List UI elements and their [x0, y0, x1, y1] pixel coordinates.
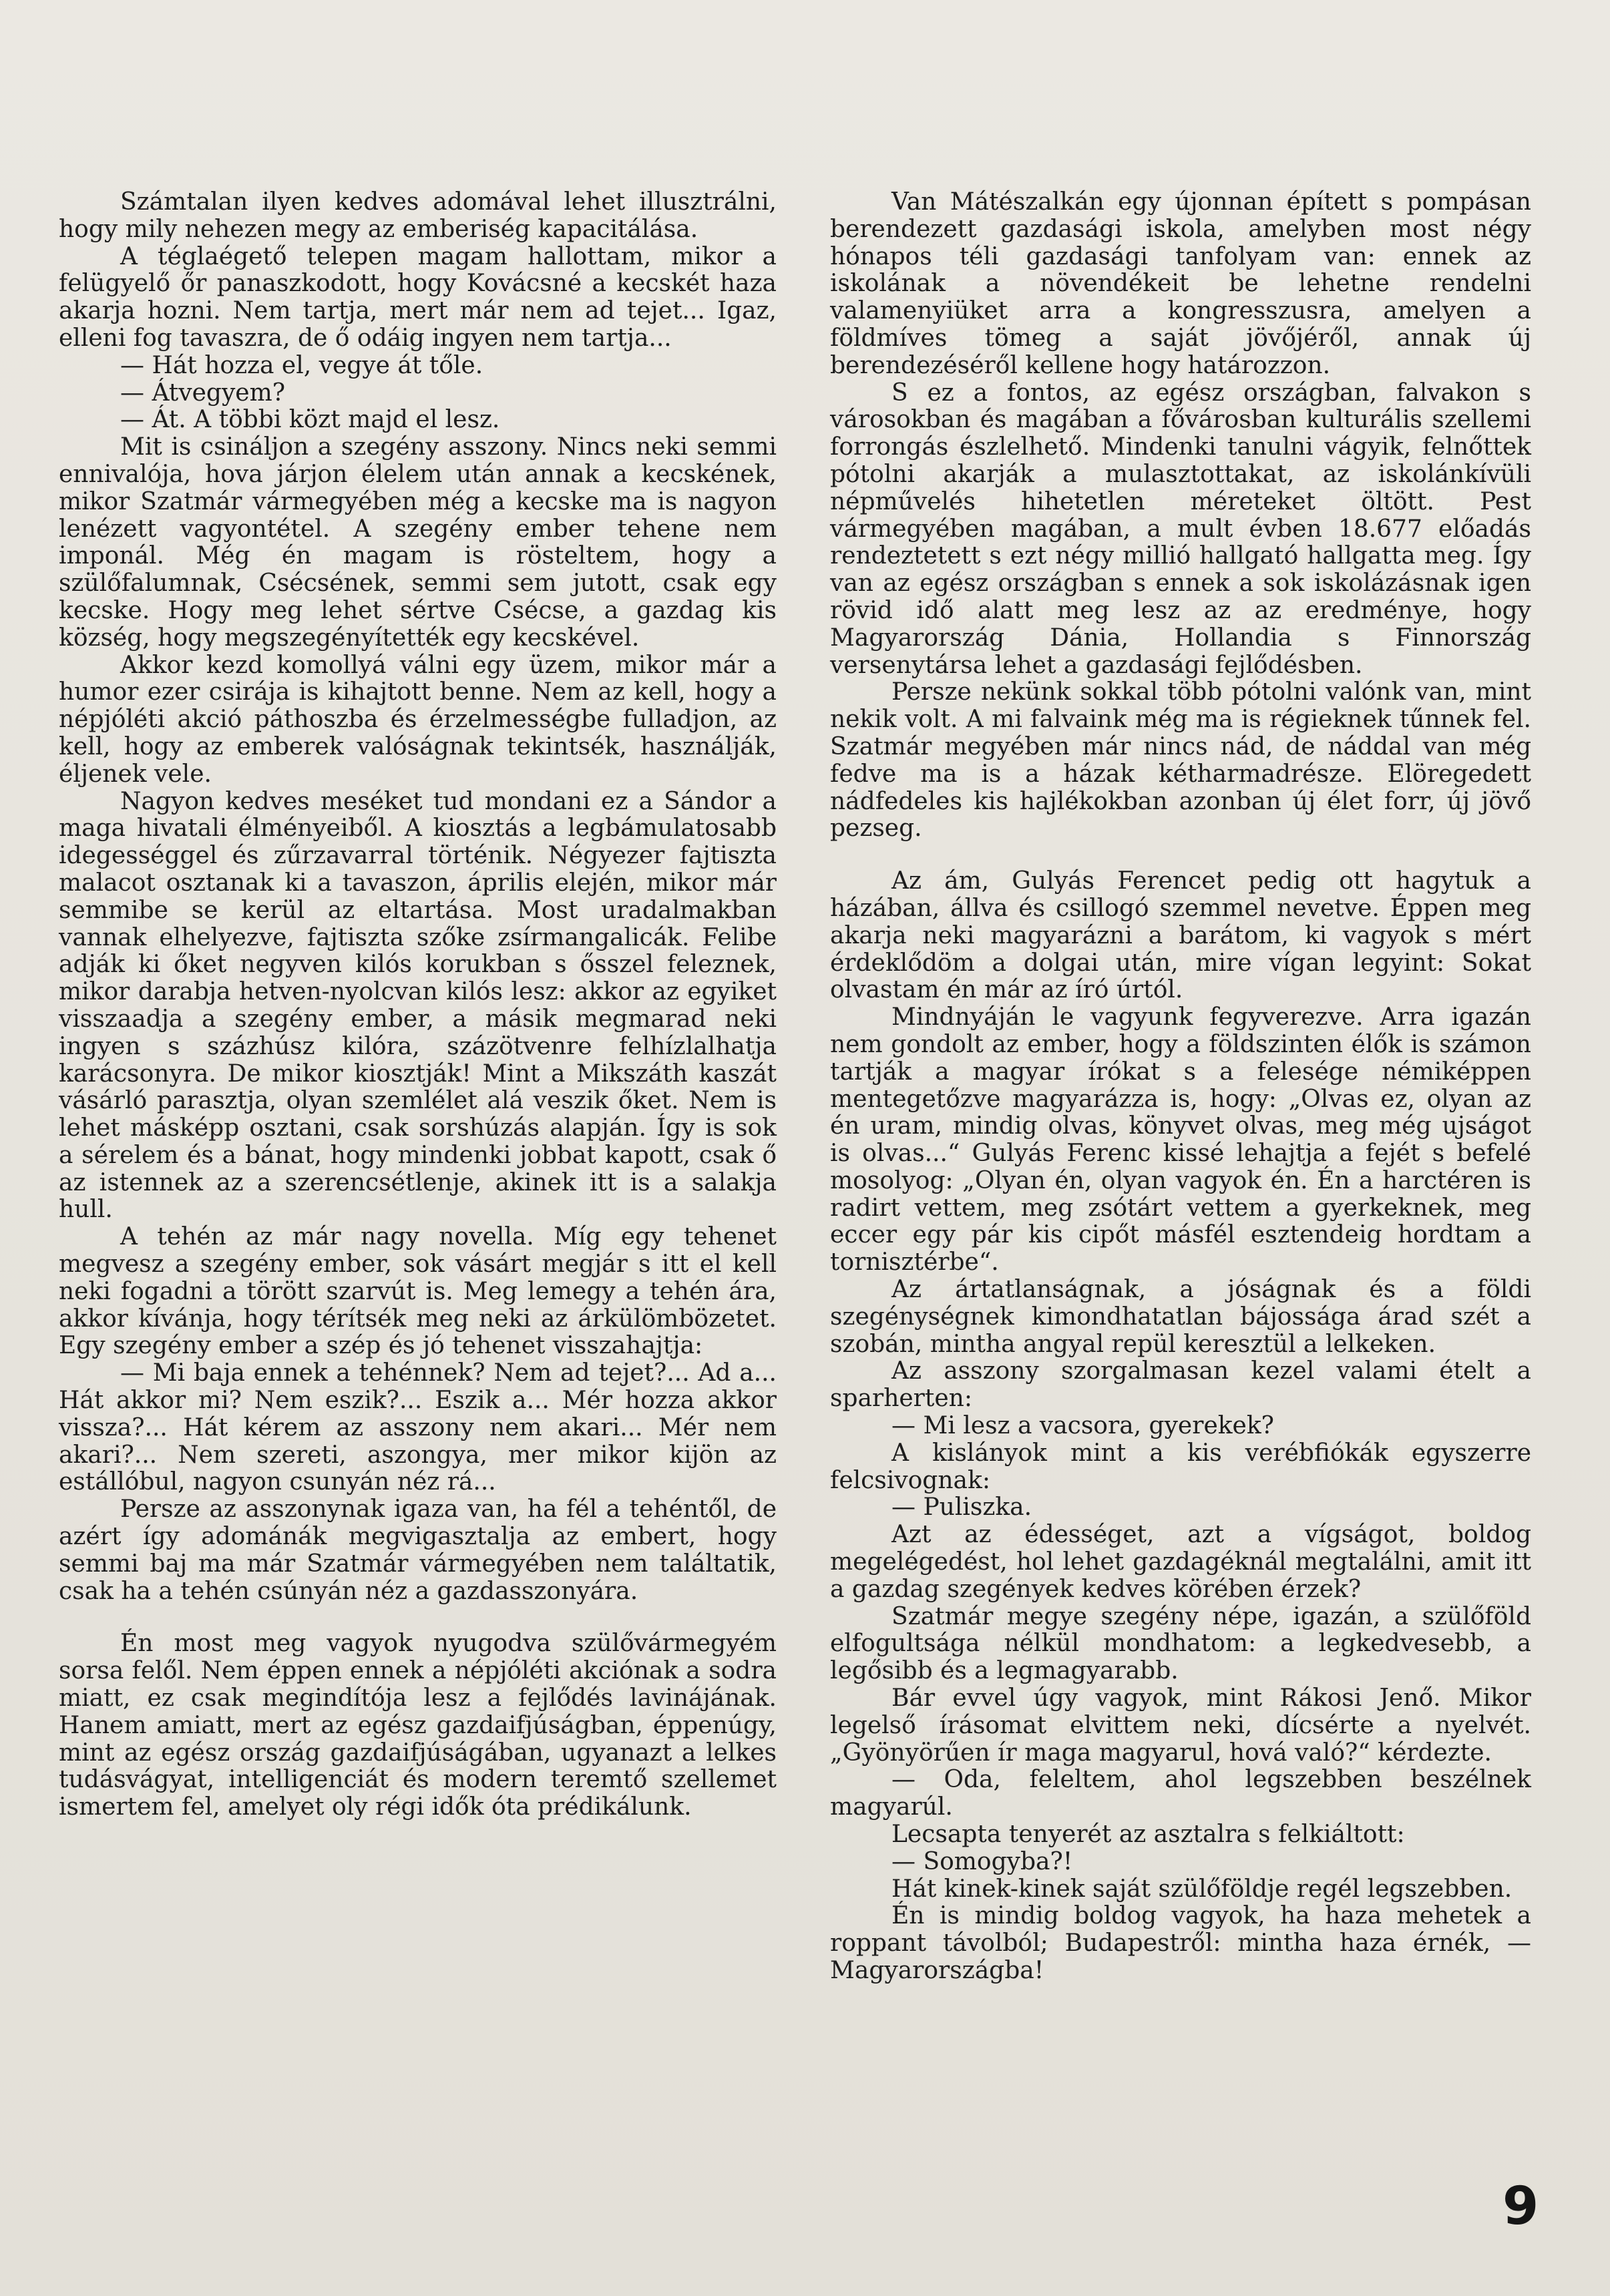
paragraph: Az ártatlanságnak, a jóságnak és a földi szegénységnek kimondhatatlan bájossága árad szét a szobán, mintha angyal repül keresztül a lelkeken.: [830, 1276, 1531, 1358]
paragraph: Van Mátészalkán egy újonnan épített s pompásan berendezett gazdasági iskola, amelyben most négy hónapos téli gazdasági tanfolyam van: ennek az iskolának a növendékeit be lehetne rendelni valamenyiüket arra a kongresszusra, amelyen a földmíves tömeg a saját jövőjéről, annak új berendezéséről kellene hogy határozzon.: [830, 188, 1531, 379]
paragraph: Mit is csináljon a szegény asszony. Nincs neki semmi ennivalója, hova járjon élelem után annak a kecskének, mikor Szatmár vármegyében még a kecske ma is nagyon lenézett vagyontétel. A szegény ember tehene nem imponál. Még én magam is rösteltem, hogy a szülőfalumnak, Csécsének, semmi sem jutott, csak egy kecske. Hogy meg lehet sértve Csécse, a gazdag kis község, hogy megszegényítették egy kecskével.: [59, 433, 777, 652]
paragraph: Persze nekünk sokkal több pótolni valónk van, mint nekik volt. A mi falvaink még ma is régieknek tűnnek fel. Szatmár megyében már nincs nád, de náddal van még fedve ma is a házak kétharmadrésze. Elöregedett nádfedeles kis hajlékokban azonban új élet forr, új jövő pezseg.: [830, 678, 1531, 843]
paragraph: Én is mindig boldog vagyok, ha haza mehetek a roppant távolból; Budapestről: mintha haza érnék, — Magyarországba!: [830, 1902, 1531, 1984]
paragraph: S ez a fontos, az egész országban, falvakon s városokban és magában a fővárosban kulturális szellemi forrongás észlelhető. Mindenki tanulni vágyik, felnőttek pótolni akarják a mulasztottakat, az iskolánkívüli népművelés hihetetlen méreteket öltött. Pest vármegyében magában, a mult évben 18.677 előadás rendeztetett s ezt négy millió hallgató hallgatta meg. Így van az egész országban s ennek a sok iskolázásnak igen rövid idő alatt meg lesz az az eredménye, hogy Magyarország Dánia, Hollandia s Finnország versenytársa lehet a gazdasági fejlődésben.: [830, 379, 1531, 679]
paragraph: Bár evvel úgy vagyok, mint Rákosi Jenő. Mikor legelső írásomat elvittem neki, dícsérte a nyelvét. „Gyönyörűen ír maga magyarul, hová való?“ kérdezte.: [830, 1684, 1531, 1767]
paragraph: Hát kinek-kinek saját szülőföldje regél legszebben.: [891, 1875, 1513, 1903]
paragraph: Mindnyáján le vagyunk fegyverezve. Arra igazán nem gondolt az ember, hogy a földszinten élők is számon tartják a magyar írókat s a felesége némiképpen mentegetőzve magyarázza is, hogy: „Olvas ez, olyan az én uram, mindig olvas, könyvet olvas, meg még ujságot is olvas...“ Gulyás Ferenc kissé lehajtja a fejét s befelé mosolyog: „Olyan én, olyan vagyok én. Én a harctéren is radirt vettem, meg zsótárt vettem a gyerkeknek, meg eccer egy pár kis cipőt másfél esztendeig hordtam a tornisztérbe“.: [830, 1003, 1531, 1277]
paragraph: A kislányok mint a kis verébfiókák egyszerre felcsivognak:: [830, 1439, 1531, 1494]
paragraph: Azt az édességet, azt a vígságot, boldog megelégedést, hol lehet gazdagéknál megtalálni, amit itt a gazdag szegények kedves körében érzek?: [830, 1521, 1531, 1603]
paragraph: Az asszony szorgalmasan kezel valami ételt a sparherten:: [830, 1357, 1531, 1413]
paragraph: — Mi baja ennek a tehénnek? Nem ad tejet?... Ad a... Hát akkor mi? Nem eszik?... Eszik a... Mér hozza akkor vissza?... Hát kérem az asszony nem akari... Mér nem akari?... Nem szereti, aszongya, mer mikor kijön az estállóbul, nagyon csunyán néz rá...: [59, 1359, 777, 1496]
left-column: [59, 189, 777, 1821]
paragraph: Lecsapta tenyerét az asztalra s felkiáltott:: [891, 1821, 1405, 1849]
paragraph: Számtalan ilyen kedves adomával lehet illusztrálni, hogy mily nehezen megy az emberiség kapacitálása.: [59, 188, 777, 243]
paragraph: Az ám, Gulyás Ferencet pedig ott hagytuk a házában, állva és csillogó szemmel nevetve. Éppen meg akarja neki magyarázni a barátom, ki vagyok s mért érdeklődöm a dolgai után, mire vígan legyint: Sokat olvastam én már az író úrtól.: [830, 867, 1531, 1004]
paragraph: — Hát hozza el, vegye át tőle.: [120, 351, 483, 379]
paragraph: — Mi lesz a vacsora, gyerekek?: [891, 1412, 1274, 1440]
paragraph: — Somogyba?!: [891, 1847, 1073, 1875]
paragraph: Szatmár megye szegény népe, igazán, a szülőföld elfogultsága nélkül mondhatom: a legkedvesebb, a legősibb és a legmagyarabb.: [830, 1602, 1531, 1685]
paragraph: Nagyon kedves meséket tud mondani ez a Sándor a maga hivatali élményeiből. A kiosztás a legbámulatosabb idegességgel és zűrzavarral történik. Négyezer fajtiszta malacot osztanak ki a tavaszon, április elején, mikor már semmibe se kerül az eltartása. Most uradalmakban vannak elhelyezve, fajtiszta szőke zsírmangalicák. Felibe adják ki őket negyven kilós korukban s ősszel feleznek, mikor darabja hetven-nyolcvan kilós lesz: akkor az egyiket visszaadja a szegény ember, a másik megmarad neki ingyen s százhúsz kilóra, százötvenre felhízlalhatja karácsonyra. De mikor kiosztják! Mint a Mikszáth kaszát vásárló parasztja, olyan szemlélet alá veszik őket. Nem is lehet másképp osztani, csak sorshúzás alapján. Így is sok a sérelem és a bánat, hogy mindenki jobbat kapott, csak ő az istennek az a szerencsétlenje, akinek itt is a salakja hull.: [59, 787, 777, 1224]
paragraph: — Puliszka.: [891, 1494, 1032, 1522]
paragraph: A tehén az már nagy novella. Míg egy tehenet megvesz a szegény ember, sok vásárt megjár s itt el kell neki fogadni a törött szarvút is. Meg lemegy a tehén ára, akkor kívánja, hogy térítsék meg neki az árkülömbözetet. Egy szegény ember a szép és jó tehenet visszahajtja:: [59, 1223, 777, 1360]
right-column: [830, 189, 1531, 1985]
paragraph: Én most meg vagyok nyugodva szülővármegyém sorsa felől. Nem éppen ennek a népjóléti akciónak a sodra miatt, ez csak megindítója lesz a fejlődés lavinájának. Hanem amiatt, mert az egész gazdaifjúságban, éppenúgy, mint az egész ország gazdaifjúságában, ugyanazt a lelkes tudásvágyat, intelligenciát és modern teremtő szellemet ismertem fel, amelyet oly régi idők óta prédikálunk.: [59, 1630, 777, 1821]
paragraph: — Oda, feleltem, ahol legszebben beszélnek magyarúl.: [830, 1766, 1531, 1821]
paragraph: — Átvegyem?: [120, 379, 286, 407]
paragraph: Persze az asszonynak igaza van, ha fél a tehéntől, de azért így adománák megvigasztalja az embert, hogy semmi baj ma már Szatmár vármegyében nem találtatik, csak ha a tehén csúnyán néz a gazdasszonyára.: [59, 1496, 777, 1605]
page-number: 9: [1502, 2176, 1539, 2237]
paragraph: A téglaégető telepen magam hallottam, mikor a felügyelő őr panaszkodott, hogy Kovácsné a kecskét haza akarja hozni. Nem tartja, mert már nem ad tejet... Igaz, elleni fog tavaszra, de ő odáig ingyen nem tartja...: [59, 242, 777, 352]
paragraph: — Át. A többi közt majd el lesz.: [120, 406, 500, 434]
paragraph: Akkor kezd komollyá válni egy üzem, mikor már a humor ezer csirája is kihajtott benne. Nem az kell, hogy a népjóléti akció páthoszba és érzelmességbe fulladjon, az kell, hogy az emberek valóságnak tekintsék, használják, éljenek vele.: [59, 651, 777, 788]
